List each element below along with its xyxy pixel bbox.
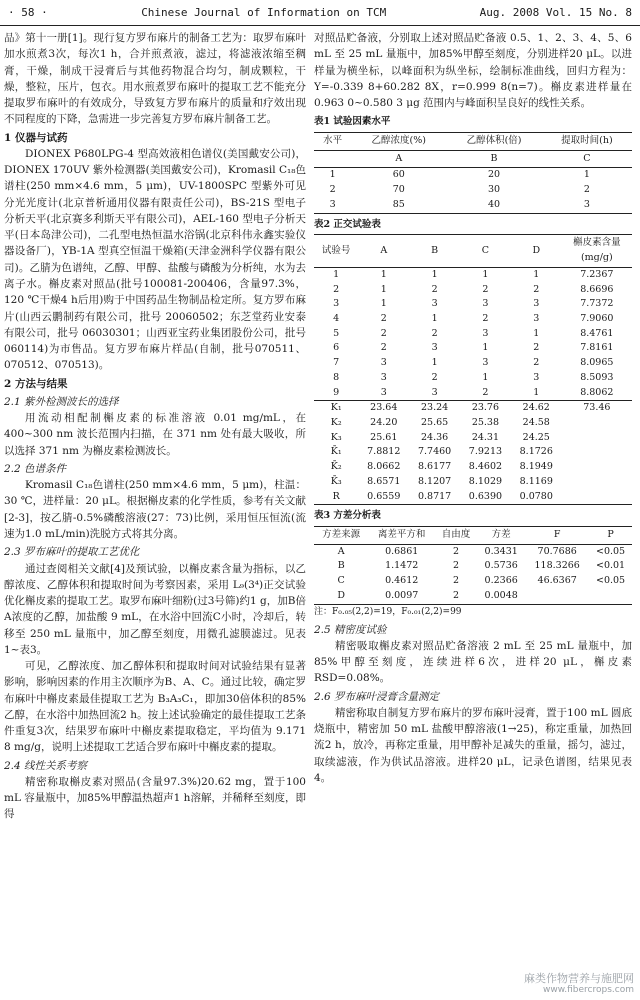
table-3-row-cell — [525, 589, 589, 604]
table-2-stat-cell: K̄₃ — [330, 475, 342, 487]
table-1-subheader-cell: C — [542, 150, 632, 168]
table-2-row-cell: 2 — [431, 283, 438, 295]
table-2-row-cell: 2 — [380, 327, 387, 339]
table-2-row-cell: 2 — [431, 371, 438, 383]
table-2-stat-cell: 25.65 — [421, 416, 449, 428]
table-3-row-cell: B — [337, 560, 345, 572]
table-2-stat-cell: 24.58 — [522, 416, 550, 428]
table-2-stat-cell: 8.1726 — [519, 446, 553, 458]
intro-paragraph: 品》第十一册[1]。现行复方罗布麻片的制备工艺为：取罗布麻叶加水煎煮3次，每次1 h，合并煎煮液，滤过，将滤液浓缩至稠膏，干燥，制成干浸膏后与其他药物混合均匀，制成颗粒，干燥，整粒，压片，包衣。用水煎煮罗布麻叶的提取工艺不能充分提取罗布麻叶的有效成分，导致复方罗布麻片的质量和疗效出现不同程度的下降，急需进一步完善复方罗布麻片制备工艺。 — [4, 32, 306, 126]
table-2-stat-cell — [562, 475, 632, 490]
table-2-stat-cell: 25.61 — [370, 431, 398, 443]
section-2-4-title: 2.4 线性关系考察 — [4, 759, 88, 772]
table-2-row-cell: 3 — [380, 357, 387, 369]
table-2-stat-cell: 25.38 — [471, 416, 500, 428]
table-2-stat-cell: 8.1949 — [519, 461, 553, 473]
table-2-header-cell: A — [358, 235, 409, 267]
table-2-header-cell: D — [511, 235, 562, 267]
table-2-row-cell: 1 — [380, 298, 387, 310]
section-2-2-body: Kromasil C₁₈色谱柱(250 mm×4.6 mm，5 μm)，柱温：30 ℃，进样量：20 μL。根据槲皮素的化学性质，参考有关文献[2-3]，按乙腈-0.5%磷酸溶液(27：73)比例，采用恒压恒流(流速为1.0 mL/min)洗脱方式将其分离。 — [4, 479, 306, 540]
table-2-stat-cell: K̄₁ — [330, 446, 342, 458]
section-2-title: 2 方法与结果 — [4, 377, 68, 390]
watermark-name: 麻类作物营养与施肥网 — [524, 972, 634, 986]
table-2-row-cell: 8.6696 — [580, 283, 614, 295]
section-2-4-body: 精密称取槲皮素对照品(含量97.3%)20.62 mg，置于100 mL 容量瓶中，加85%甲醇温热超声1 h溶解，并稀释至刻度，即得 — [4, 775, 306, 821]
table-2-stat-cell: 0.6559 — [367, 490, 401, 502]
table-1-row-cell: 85 — [392, 198, 405, 210]
table-2-stat-cell: 8.1207 — [417, 475, 452, 487]
section-2-3-title: 2.3 罗布麻叶的提取工艺优化 — [4, 546, 140, 559]
table-3-row-cell: 118.3266 — [534, 560, 580, 572]
table-2-row-cell: 1 — [533, 327, 540, 339]
section-2-1-body: 用流动相配制槲皮素的标准溶液 0.01 mg/mL，在 400~300 nm 波长范围内扫描，在 371 nm 处有最大吸收，所以选择 371 nm 为槲皮素检测波长。 — [4, 412, 306, 457]
table-3-row-cell — [589, 589, 632, 604]
table-3-header — [314, 527, 632, 545]
right-column — [314, 30, 632, 786]
table-1 — [314, 132, 632, 214]
table-2-row-cell: 2 — [431, 327, 438, 339]
table-2-row-cell: 1 — [380, 268, 387, 280]
table-3-row-cell: <0.05 — [595, 575, 626, 587]
table-2-stat-cell: K₁ — [314, 401, 358, 416]
table-3-row-cell: 0.5736 — [484, 560, 518, 572]
page-number: · 58 · — [8, 5, 48, 19]
table-2-body — [314, 267, 632, 505]
table-1-row — [314, 183, 632, 198]
table-2-stat-cell: 0.0780 — [519, 490, 553, 502]
table-2-stat-cell: 24.20 — [370, 416, 398, 428]
linearity-continued: 对照品贮备液，分别取上述对照品贮备液 0.5、1、2、3、4、5、6 mL 至 25 mL 量瓶中，加85%甲醇至刻度，分别进样20 μL。以进样量为横坐标，以峰面积为纵坐标，绘制标准曲线，回归方程为：Y=-0.339 8+60.282 8X，r=0.999 8(n=7)。槲皮素进样量在 0.963 0~0.580 3 μg 范围内与峰面积呈良好的线性关系。 — [314, 32, 632, 110]
table-2-row-cell: 2 — [482, 386, 489, 398]
table-2-row-cell: 7.2367 — [580, 268, 614, 280]
table-1-subheader — [314, 150, 632, 168]
table-1-row-cell: 70 — [392, 184, 405, 196]
table-1-row-cell: 60 — [392, 169, 405, 181]
table-2-row — [314, 283, 632, 298]
table-2-stat-cell: 8.6571 — [367, 475, 401, 487]
table-1-subheader-cell: A — [351, 150, 446, 168]
table-2-stat-cell: 8.4602 — [468, 461, 503, 473]
table-2-row-cell: 3 — [533, 371, 540, 383]
table-2-row — [314, 341, 632, 356]
table-2-row-cell: 7.8161 — [580, 342, 614, 354]
table-2-stat-row — [314, 475, 632, 490]
table-3-row-cell: 0.0048 — [484, 589, 518, 601]
section-2-2-title: 2.2 色谱条件 — [4, 462, 67, 475]
table-1-caption: 表1 试验因素水平 — [314, 116, 391, 128]
table-1-body — [314, 168, 632, 213]
table-3-row-cell: 2 — [453, 589, 460, 601]
table-2-stat-cell: 73.46 — [562, 401, 632, 416]
table-3-note: 注：F₀.₀₅(2,2)=19，F₀.₀₁(2,2)=99 — [314, 606, 462, 617]
table-2-stat-row — [314, 490, 632, 505]
table-3 — [314, 526, 632, 605]
table-1-subheader-cell — [314, 150, 351, 168]
table-2-row-cell: 1 — [482, 268, 489, 280]
table-2-row-cell: 3 — [380, 386, 387, 398]
table-1-header-cell: 乙醇浓度(%) — [351, 133, 446, 151]
table-2-stat-cell: 7.9213 — [468, 446, 503, 458]
table-3-row-cell: <0.01 — [595, 560, 626, 572]
table-3-row-cell: 0.3431 — [484, 545, 518, 557]
section-2-1-title: 2.1 紫外检测波长的选择 — [4, 395, 119, 408]
table-3-row-cell: 46.6367 — [537, 575, 577, 587]
section-2-3-body-2: 可见，乙醇浓度、加乙醇体积和提取时间对试验结果有显著影响，影响因素的作用主次顺序为B、A、C。通过比较，确定罗布麻叶中槲皮素最佳提取工艺为 B₃A₃C₁，即加30倍体积的85%乙醇，在水浴中加热回流2 h。按上述试验确定的最佳提取工艺条件重复3次，结果罗布麻叶中槲皮素提取稳定，平均值为 9.171 8 mg/g，说明上述提取工艺适合罗布麻叶中槲皮素的提取。 — [4, 660, 306, 754]
table-3-body — [314, 544, 632, 604]
left-column — [4, 30, 306, 823]
table-2-row-cell: 1 — [533, 268, 540, 280]
section-2-5-body: 精密吸取槲皮素对照品贮备溶液 2 mL 至 25 mL 量瓶中，加85%甲醇至刻度，连续进样6次，进样20 μL，槲皮素 RSD=0.08%。 — [314, 639, 632, 685]
table-3-row-cell: C — [337, 575, 345, 587]
table-2-stat-cell — [562, 416, 632, 431]
table-2-row-cell: 1 — [533, 386, 540, 398]
table-2-stat-cell: R — [332, 490, 340, 502]
table-3-header-cell: 离差平方和 — [368, 527, 435, 545]
table-2-row — [314, 267, 632, 282]
table-2-row-cell: 2 — [380, 312, 387, 324]
table-2-row-cell: 7.9060 — [580, 312, 614, 324]
table-2-stat-cell: 7.8812 — [367, 446, 401, 458]
table-3-row-cell: 1.1472 — [385, 560, 419, 572]
table-2-stat-cell: K₃ — [330, 431, 342, 443]
table-2-row-cell: 3 — [431, 342, 438, 354]
table-3-row-cell: 0.0097 — [385, 589, 419, 601]
table-2-row-cell: 1 — [431, 357, 438, 369]
table-2-row — [314, 386, 632, 401]
table-2-stat-cell: 24.62 — [511, 401, 562, 416]
table-1-header — [314, 133, 632, 151]
table-3-header-cell: P — [589, 527, 632, 545]
table-2-row-cell: 1 — [431, 268, 438, 280]
table-2-row-cell: 2 — [380, 342, 387, 354]
table-3-row-cell: 0.6861 — [385, 545, 419, 557]
table-2-stat-cell: 24.31 — [471, 431, 500, 443]
table-2-row-cell: 2 — [482, 312, 489, 324]
table-1-row — [314, 168, 632, 183]
table-2-row-cell: 8.8062 — [580, 386, 614, 398]
table-1-row-cell: 1 — [329, 169, 336, 181]
table-2-stat-cell: 23.76 — [460, 401, 511, 416]
table-2-row — [314, 371, 632, 386]
table-2-row-cell: 2 — [533, 357, 540, 369]
table-2-header-cell: 试验号 — [314, 235, 358, 267]
table-1-row-cell: 3 — [329, 198, 336, 210]
table-1-subheader-cell: B — [446, 150, 542, 168]
section-2-3-body: 通过查阅相关文献[4]及预试验，以槲皮素含量为指标，以乙醇浓度、乙醇体积和提取时间为考察因素，采用 L₉(3⁴)正交试验优化槲皮素的提取工艺。取罗布麻叶细粉(过3号筛)约1 g，加B倍A浓度的乙醇，加盐酸 9 mL，在水浴中回流C小时，冷却后，转移至 250 mL 量瓶中，加乙醇至刻度，用微孔滤膜滤过。见表1~表3。 — [4, 562, 306, 656]
table-2-row-cell: 9 — [333, 386, 340, 398]
table-2-stat-cell: 8.1029 — [468, 475, 503, 487]
table-2-row — [314, 327, 632, 342]
table-2-stat-cell: 0.8717 — [417, 490, 452, 502]
section-2-6-body: 精密称取自制复方罗布麻片的罗布麻叶浸膏，置于100 mL 圆底烧瓶中，精密加 50 mL 盐酸甲醇溶液(1→25)，称定重量，加热回流2 h，放冷，再称定重量，用甲醇补足减失的重量，摇匀，滤过，取续滤液，作为供试品溶液。进样20 μL，记录色谱图，结果见表4。 — [314, 706, 632, 784]
site-watermark — [524, 972, 634, 996]
section-2-6-title: 2.6 罗布麻叶浸膏含量测定 — [314, 690, 440, 703]
table-2-stat-cell: K₂ — [330, 416, 342, 428]
table-2-caption: 表2 正交试验表 — [314, 218, 381, 230]
table-2-row-cell: 3 — [333, 298, 340, 310]
page-header — [0, 0, 640, 26]
table-3-header-cell: 自由度 — [435, 527, 477, 545]
table-2-stat-cell: 8.0662 — [367, 461, 401, 473]
table-2-row-cell: 7.7372 — [580, 298, 614, 310]
table-2-stat-cell — [562, 445, 632, 460]
table-2-row-cell: 1 — [482, 371, 489, 383]
table-2-stat-row — [314, 445, 632, 460]
table-3-row — [314, 574, 632, 589]
table-3-header-cell: F — [525, 527, 589, 545]
table-2-row-cell: 8.4761 — [580, 327, 614, 339]
table-2-stat-row — [314, 401, 632, 416]
table-2-row-cell: 2 — [482, 283, 489, 295]
table-2-row-cell: 3 — [533, 298, 540, 310]
table-2-stat-row — [314, 416, 632, 431]
table-1-row — [314, 198, 632, 213]
table-2-row-cell: 6 — [333, 342, 340, 354]
table-2-header-cell: B — [409, 235, 460, 267]
table-2-row-cell: 8 — [333, 371, 340, 383]
table-2-stat-cell: 0.6390 — [468, 490, 503, 502]
table-2-stat-cell: 23.24 — [409, 401, 460, 416]
table-2-header-cell: 槲皮素含量 (mg/g) — [562, 235, 632, 267]
table-2-stat-cell: 24.36 — [421, 431, 449, 443]
table-3-row-cell: 2 — [453, 545, 460, 557]
table-2-row-cell: 7 — [333, 357, 340, 369]
table-3-row-cell: 70.7686 — [537, 545, 577, 557]
table-2-row-cell: 3 — [431, 298, 438, 310]
table-2-row-cell: 1 — [482, 342, 489, 354]
table-3-row-cell: D — [337, 589, 345, 601]
table-2-stat-row — [314, 431, 632, 446]
issue-info: Aug. 2008 Vol. 15 No. 8 — [479, 5, 632, 19]
table-3-row-cell: <0.05 — [595, 545, 626, 557]
journal-title: Chinese Journal of Information on TCM — [141, 5, 387, 19]
table-2-stat-cell: 7.7460 — [417, 446, 452, 458]
table-2-stat-cell: 8.1169 — [519, 475, 553, 487]
table-1-row-cell: 30 — [487, 184, 501, 196]
table-2-row-cell: 3 — [380, 371, 387, 383]
table-2-row-cell: 3 — [431, 386, 438, 398]
table-2-row-cell: 1 — [333, 268, 340, 280]
table-1-header-cell: 提取时间(h) — [542, 133, 632, 151]
watermark-url: www.fibercrops.com — [543, 985, 634, 996]
table-2-row-cell: 2 — [333, 283, 340, 295]
table-2-row-cell: 1 — [431, 312, 438, 324]
table-2-stat-cell — [562, 460, 632, 475]
table-2-stat-row — [314, 460, 632, 475]
table-2-row-cell: 2 — [533, 342, 540, 354]
table-1-row-cell: 3 — [583, 198, 590, 210]
section-2-5-title: 2.5 精密度试验 — [314, 623, 387, 636]
table-1-row-cell: 40 — [487, 198, 501, 210]
table-2-header — [314, 235, 632, 267]
table-2-row — [314, 312, 632, 327]
table-1-header-cell: 乙醇体积(倍) — [446, 133, 542, 151]
table-2-row-cell: 1 — [380, 283, 387, 295]
table-3-header-cell: 方差 — [477, 527, 525, 545]
table-3-row — [314, 544, 632, 559]
table-3-caption: 表3 方差分析表 — [314, 510, 381, 522]
table-2-stat-cell: 23.64 — [358, 401, 409, 416]
table-3-header-cell: 方差来源 — [314, 527, 368, 545]
table-2-row-cell: 8.0965 — [580, 357, 614, 369]
table-2-row-cell: 5 — [333, 327, 340, 339]
table-2-row — [314, 297, 632, 312]
section-1-body: DIONEX P680LPG-4 型高效液相色谱仪(美国戴安公司)，DIONEX 170UV 紫外检测器(美国戴安公司)，Kromasil C₁₈色谱柱(250 mm×4.6 mm，5 μm)，UV-1800SPC 型紫外可见分光光度计(北京普析通用仪器有限责任公司)，BS-21S 型电子分析天平(北京赛多利斯天平有限公司)，AEL-160 型电子分析天平(日本岛津公司)，二孔型电热恒温水浴锅(北京科伟永鑫实验仪器设备厂)，YB-1A 型真空恒温干燥箱(天津金洲科学仪器有限公司)。乙腈为色谱纯，乙醇、甲醇、盐酸与磷酸为分析纯，水为去离子水。槲皮素对照品(批号100081-200406，含量97.3%，120 ℃干燥4 h后用)购于中国药品生物制品检定所。复方罗布麻片(山西云鹏制药有限公司，批号 20060502；东芝堂药业安泰有限公司，批号 06030301；山西亚宝药业集团股份公司，批号 060114)为市售品。复方罗布麻片样品(自制，批号070511、070512、070513)。 — [4, 147, 306, 372]
table-3-row-cell: 0.4612 — [385, 575, 419, 587]
table-3-row — [314, 559, 632, 574]
table-1-row-cell: 20 — [487, 169, 501, 181]
table-2-row-cell: 2 — [533, 283, 540, 295]
table-2-row-cell: 3 — [533, 312, 540, 324]
table-1-row-cell: 1 — [583, 169, 590, 181]
table-3-row-cell: A — [337, 545, 345, 557]
section-1-title: 1 仪器与试药 — [4, 131, 68, 144]
table-2-row-cell: 3 — [482, 327, 489, 339]
table-2-row-cell: 8.5093 — [580, 371, 614, 383]
table-3-row-cell: 2 — [453, 560, 460, 572]
table-3-row — [314, 589, 632, 604]
table-2-stat-cell — [562, 490, 632, 505]
table-2-stat-cell: 24.25 — [522, 431, 550, 443]
table-1-row-cell: 2 — [583, 184, 590, 196]
table-2-stat-cell — [562, 431, 632, 446]
table-2-stat-cell: K̄₂ — [330, 461, 342, 473]
table-2 — [314, 234, 632, 505]
table-1-row-cell: 2 — [329, 184, 336, 196]
table-3-row-cell: 0.2366 — [484, 575, 518, 587]
table-2-row-cell: 4 — [333, 312, 340, 324]
table-2-header-cell: C — [460, 235, 511, 267]
table-2-row-cell: 3 — [482, 357, 489, 369]
table-2-row — [314, 356, 632, 371]
table-2-row-cell: 3 — [482, 298, 489, 310]
table-2-stat-cell: 8.6177 — [417, 461, 452, 473]
table-3-row-cell: 2 — [453, 575, 460, 587]
table-1-header-cell: 水平 — [314, 133, 351, 151]
